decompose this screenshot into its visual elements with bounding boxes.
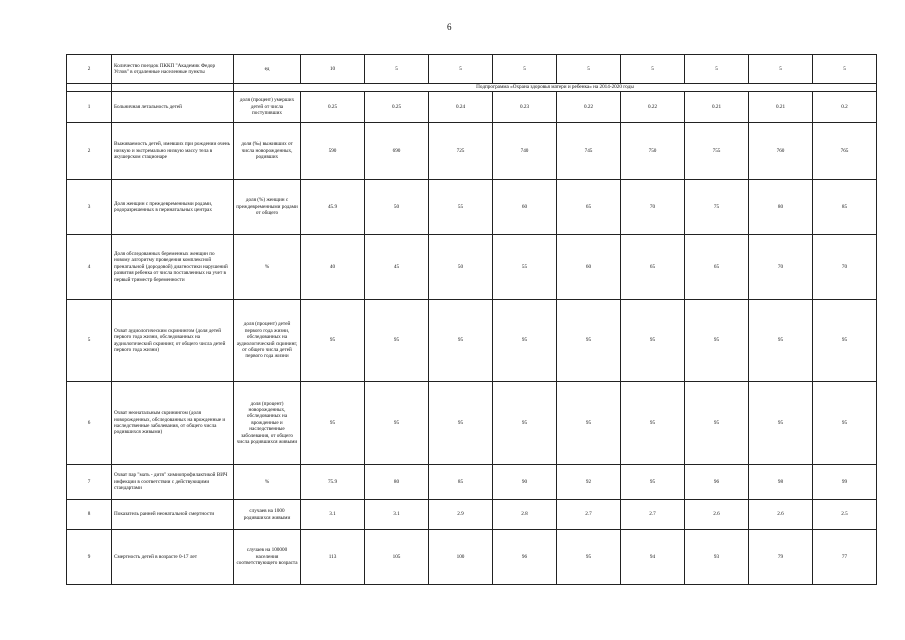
- value-cell: 0.25: [301, 92, 365, 123]
- indicator-name-cell: Охват аудиологическим скринингом (доля детей первого года жизни, обследованных на аудиологический скрининг, от общего числа детей первого года жизни): [112, 300, 234, 382]
- value-cell: 94: [621, 530, 685, 585]
- value-cell: 79: [749, 530, 813, 585]
- value-cell: 92: [557, 465, 621, 500]
- value-cell: 760: [749, 123, 813, 180]
- value-cell: 40: [301, 235, 365, 300]
- subprogram-title: Подпрограмма «Охрана здоровья матери и ребенка» на 2014-2020 годы: [234, 84, 877, 92]
- value-cell: 96: [493, 530, 557, 585]
- indicators-table: [66, 54, 877, 585]
- value-cell: 2.5: [813, 500, 877, 530]
- table-row: [67, 180, 877, 235]
- value-cell: 3.1: [365, 500, 429, 530]
- value-cell: 725: [429, 123, 493, 180]
- page-number: 6: [447, 22, 452, 32]
- value-cell: 0.23: [493, 92, 557, 123]
- row-number-cell: 5: [67, 300, 112, 382]
- value-cell: 65: [621, 235, 685, 300]
- value-cell: 2.7: [557, 500, 621, 530]
- indicator-name-cell: Количество поездок ПККП "Академик Федор Углов" в отдаленные населенные пункты: [112, 55, 234, 84]
- value-cell: 5: [429, 55, 493, 84]
- value-cell: 55: [493, 235, 557, 300]
- value-cell: 90: [493, 465, 557, 500]
- value-cell: 60: [493, 180, 557, 235]
- table-row: [67, 235, 877, 300]
- value-cell: 0.25: [365, 92, 429, 123]
- table-row: [67, 500, 877, 530]
- row-number-cell: 6: [67, 382, 112, 465]
- row-number-cell: 8: [67, 500, 112, 530]
- value-cell: 95: [429, 382, 493, 465]
- indicator-name-cell: Показатель ранней неонатальной смертности: [112, 500, 234, 530]
- unit-cell: доля (%) женщин с преждевременными родами от общего: [234, 180, 301, 235]
- value-cell: 95: [621, 465, 685, 500]
- value-cell: 2.6: [749, 500, 813, 530]
- value-cell: 95: [365, 382, 429, 465]
- value-cell: 80: [749, 180, 813, 235]
- value-cell: 5: [493, 55, 557, 84]
- value-cell: 95: [685, 300, 749, 382]
- value-cell: 95: [557, 300, 621, 382]
- row-number-cell: 4: [67, 235, 112, 300]
- value-cell: 77: [813, 530, 877, 585]
- unit-cell: %: [234, 235, 301, 300]
- value-cell: 93: [685, 530, 749, 585]
- value-cell: 105: [365, 530, 429, 585]
- value-cell: 95: [813, 300, 877, 382]
- value-cell: 0.22: [557, 92, 621, 123]
- value-cell: 0.22: [621, 92, 685, 123]
- indicator-name-cell: Больничная летальность детей: [112, 92, 234, 123]
- table-row: [67, 382, 877, 465]
- value-cell: 96: [685, 465, 749, 500]
- value-cell: 50: [365, 180, 429, 235]
- value-cell: 95: [429, 300, 493, 382]
- value-cell: 55: [429, 180, 493, 235]
- value-cell: 85: [813, 180, 877, 235]
- unit-cell: доля (процент) новорожденных, обследованных на врожденные и наследственные заболевания, от общего числа родившихся живыми: [234, 382, 301, 465]
- empty-cell: [67, 84, 112, 92]
- row-number-cell: 2: [67, 55, 112, 84]
- value-cell: 750: [621, 123, 685, 180]
- value-cell: 3.1: [301, 500, 365, 530]
- row-number-cell: 2: [67, 123, 112, 180]
- value-cell: 95: [301, 300, 365, 382]
- unit-cell: доля (‰) выживших от числа новорожденных, родивших: [234, 123, 301, 180]
- row-number-cell: 1: [67, 92, 112, 123]
- value-cell: 65: [557, 180, 621, 235]
- table-row: [67, 530, 877, 585]
- value-cell: 5: [365, 55, 429, 84]
- unit-cell: случаев на 1000 родившихся живыми: [234, 500, 301, 530]
- row-number-cell: 7: [67, 465, 112, 500]
- unit-cell: ед: [234, 55, 301, 84]
- value-cell: 75: [685, 180, 749, 235]
- indicator-name-cell: Охват пар "мать - дитя" химиопрофилактикой ВИЧ инфекции в соответствии с действующими стандартами: [112, 465, 234, 500]
- value-cell: 50: [429, 235, 493, 300]
- value-cell: 85: [429, 465, 493, 500]
- indicator-name-cell: Смертность детей в возрасте 0-17 лет: [112, 530, 234, 585]
- unit-cell: доля (процент) детей первого года жизни, обследованных на аудиологический скрининг, от общего числа детей первого года жизни: [234, 300, 301, 382]
- value-cell: 745: [557, 123, 621, 180]
- value-cell: 0.2: [813, 92, 877, 123]
- value-cell: 5: [813, 55, 877, 84]
- value-cell: 765: [813, 123, 877, 180]
- value-cell: 5: [621, 55, 685, 84]
- table-row: [67, 123, 877, 180]
- value-cell: 95: [813, 382, 877, 465]
- value-cell: 65: [685, 235, 749, 300]
- indicator-name-cell: Доля женщин с преждевременными родами, родоразрешенных в перинатальных центрах: [112, 180, 234, 235]
- value-cell: 10: [301, 55, 365, 84]
- value-cell: 95: [621, 300, 685, 382]
- unit-cell: доля (процент) умерших детей от числа поступивших: [234, 92, 301, 123]
- value-cell: 113: [301, 530, 365, 585]
- value-cell: 5: [557, 55, 621, 84]
- indicator-name-cell: Доля обследованных беременных женщин по новому алгоритму проведения комплексной пренатальной (дородовой) диагностики нарушений развития ребенка от числа поставленных на учет в первый триместр беременности: [112, 235, 234, 300]
- indicator-name-cell: Выживаемость детей, имевших при рождении очень низкую и экстремально низкую массу тела в акушерском стационаре: [112, 123, 234, 180]
- value-cell: 0.21: [749, 92, 813, 123]
- value-cell: 70: [813, 235, 877, 300]
- unit-cell: случаев на 100000 населения соответствующего возраста: [234, 530, 301, 585]
- value-cell: 95: [365, 300, 429, 382]
- value-cell: 2.9: [429, 500, 493, 530]
- value-cell: 0.21: [685, 92, 749, 123]
- value-cell: 95: [557, 382, 621, 465]
- value-cell: 590: [301, 123, 365, 180]
- value-cell: 95: [749, 382, 813, 465]
- value-cell: 5: [749, 55, 813, 84]
- value-cell: 95: [557, 530, 621, 585]
- value-cell: 60: [557, 235, 621, 300]
- value-cell: 45: [365, 235, 429, 300]
- subprogram-row: [67, 84, 877, 92]
- indicator-name-cell: Охват неонатальным скринингом (доля новорожденных, обследованных на врожденные и наследственные заболевания, от общего числа родившихся живыми): [112, 382, 234, 465]
- value-cell: 70: [621, 180, 685, 235]
- value-cell: 70: [749, 235, 813, 300]
- empty-cell: [112, 84, 234, 92]
- table-row: [67, 300, 877, 382]
- value-cell: 2.6: [685, 500, 749, 530]
- value-cell: 95: [493, 300, 557, 382]
- value-cell: 95: [621, 382, 685, 465]
- value-cell: 95: [685, 382, 749, 465]
- value-cell: 0.24: [429, 92, 493, 123]
- table-row: [67, 92, 877, 123]
- value-cell: 755: [685, 123, 749, 180]
- value-cell: 740: [493, 123, 557, 180]
- value-cell: 95: [493, 382, 557, 465]
- value-cell: 45.9: [301, 180, 365, 235]
- row-number-cell: 3: [67, 180, 112, 235]
- value-cell: 2.8: [493, 500, 557, 530]
- value-cell: 690: [365, 123, 429, 180]
- value-cell: 95: [301, 382, 365, 465]
- value-cell: 98: [749, 465, 813, 500]
- value-cell: 2.7: [621, 500, 685, 530]
- unit-cell: %: [234, 465, 301, 500]
- table-row: [67, 465, 877, 500]
- row-number-cell: 9: [67, 530, 112, 585]
- value-cell: 80: [365, 465, 429, 500]
- value-cell: 100: [429, 530, 493, 585]
- value-cell: 5: [685, 55, 749, 84]
- value-cell: 99: [813, 465, 877, 500]
- table-row: [67, 55, 877, 84]
- value-cell: 95: [749, 300, 813, 382]
- value-cell: 75.9: [301, 465, 365, 500]
